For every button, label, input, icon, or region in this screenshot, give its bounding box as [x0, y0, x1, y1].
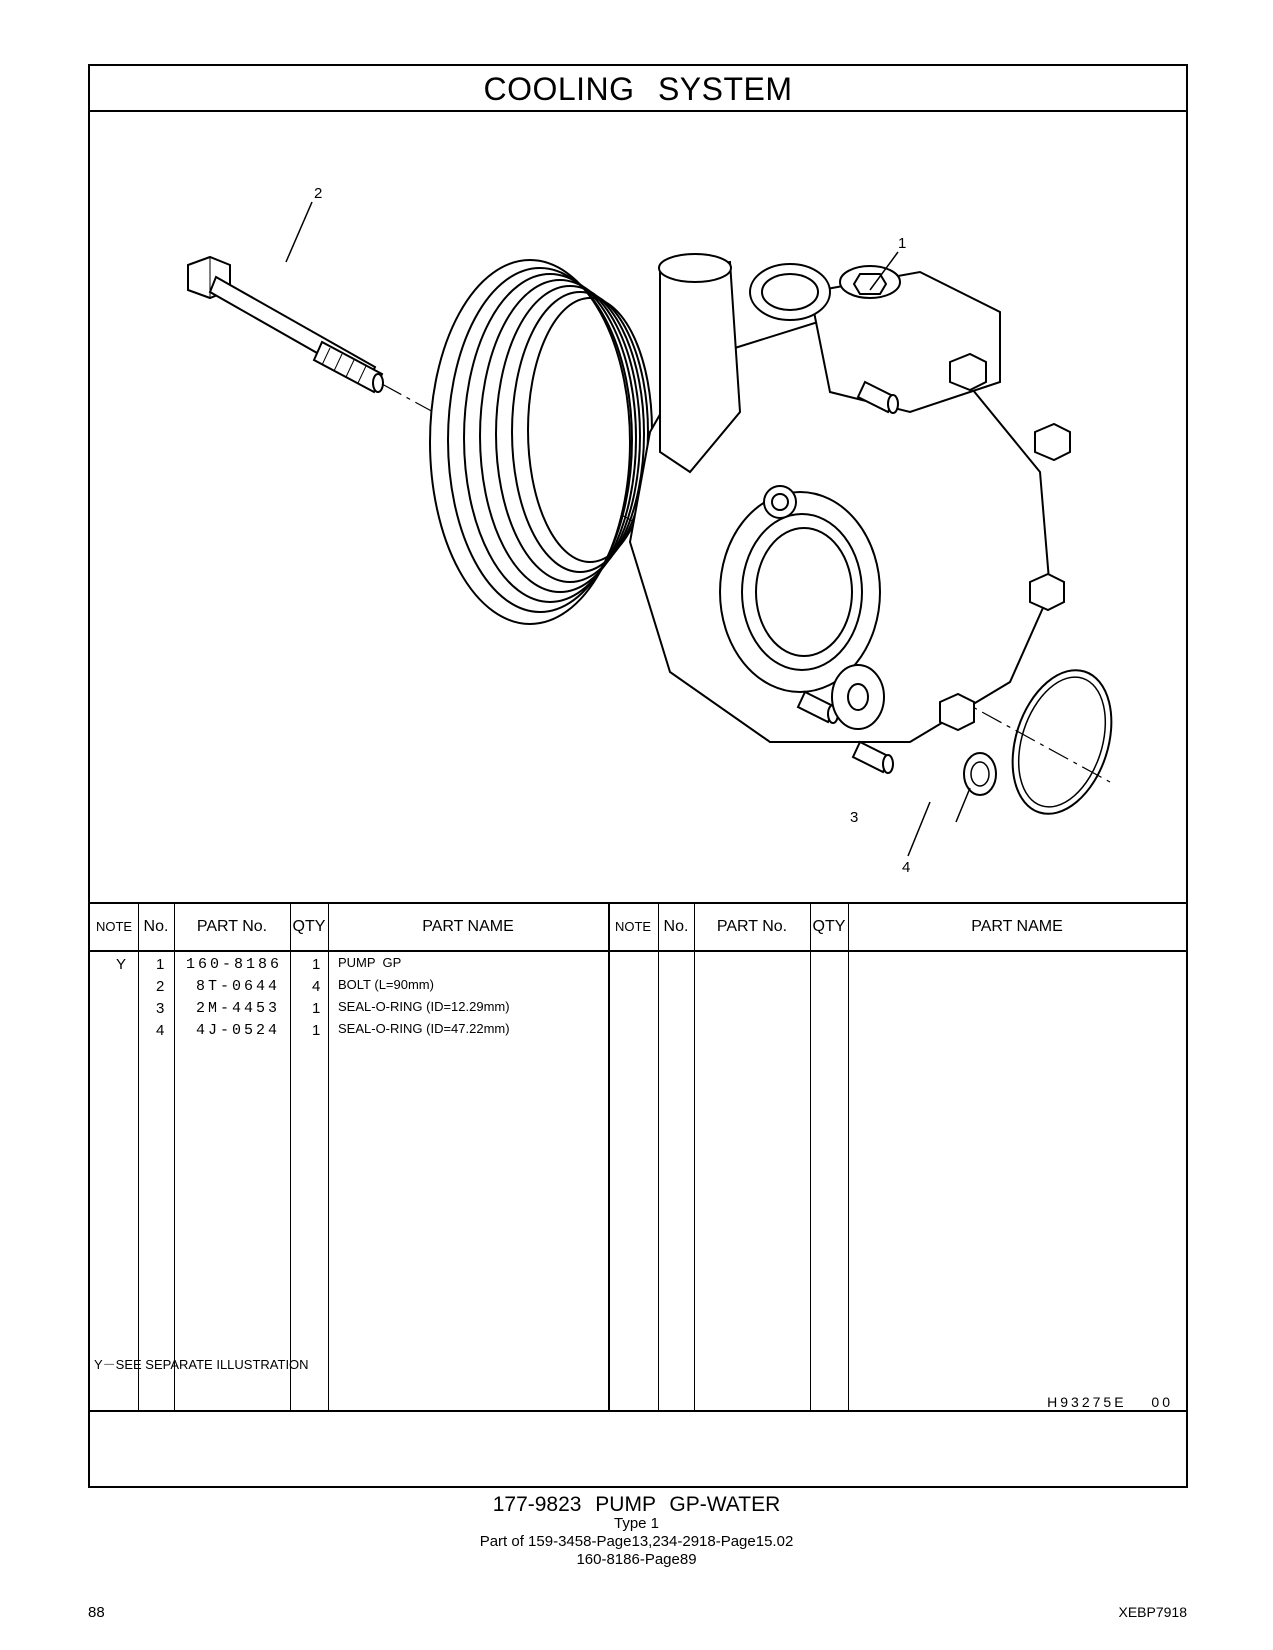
callout-4: 4: [902, 859, 911, 876]
header-note-2: NOTE: [614, 919, 652, 934]
footnote: Y－SEE SEPARATE ILLUSTRATION: [94, 1357, 309, 1372]
row1-part-no: 160-8186: [186, 956, 283, 973]
caption-part-of: Part of 159-3458-Page13,234-2918-Page15.02: [479, 1533, 794, 1550]
callout-3: 3: [850, 809, 859, 826]
row2-part-name: BOLT (L=90mm): [338, 977, 434, 992]
large-oring-drawing: [995, 657, 1128, 826]
callout-1: 1: [898, 235, 907, 252]
row3-qty: 1: [312, 1000, 321, 1017]
header-note: NOTE: [95, 919, 133, 934]
row2-no: 2: [156, 978, 165, 995]
row4-qty: 1: [312, 1022, 321, 1039]
row3-part-name: SEAL-O-RING (ID=12.29mm): [338, 999, 510, 1014]
parts-table: [90, 902, 1186, 1412]
row4-no: 4: [156, 1022, 165, 1039]
row4-part-name: SEAL-O-RING (ID=47.22mm): [338, 1021, 510, 1036]
small-oring-drawing: [964, 753, 996, 795]
parts-frame: [88, 64, 1188, 1488]
bolt-drawing: [188, 257, 383, 392]
row4-part-no: 4J-0524: [196, 1022, 281, 1039]
row1-part-name: PUMP GP: [338, 955, 402, 970]
exploded-illustration: [90, 112, 1186, 902]
row3-part-no: 2M-4453: [196, 1000, 281, 1017]
header-part-no-2: PART No.: [716, 918, 788, 935]
header-part-no: PART No.: [196, 918, 268, 935]
pump-drawing: [90, 112, 1186, 902]
header-qty-2: QTY: [812, 918, 846, 935]
pump-body-drawing: [630, 254, 1070, 773]
row1-qty: 1: [312, 956, 321, 973]
header-part-name: PART NAME: [422, 918, 514, 935]
row3-no: 3: [156, 1000, 165, 1017]
header-no: No.: [143, 918, 169, 935]
caption-type: Type 1: [613, 1515, 660, 1532]
row2-qty: 4: [312, 978, 321, 995]
document-id: XEBP7918: [1118, 1604, 1187, 1620]
page-title: COOLING SYSTEM: [90, 66, 1186, 112]
row1-note: Y: [116, 956, 127, 973]
pulley-drawing: [430, 260, 652, 624]
header-qty: QTY: [292, 918, 326, 935]
caption-page-ref: 160-8186-Page89: [576, 1551, 697, 1568]
caption-title: 177-9823 PUMP GP-WATER: [492, 1493, 781, 1516]
illustration-code: H93275E 00: [1047, 1394, 1173, 1410]
header-no-2: No.: [663, 918, 689, 935]
row1-no: 1: [156, 956, 165, 973]
page-number: 88: [88, 1604, 105, 1621]
header-part-name-2: PART NAME: [971, 918, 1063, 935]
callout-2: 2: [314, 185, 323, 202]
row2-part-no: 8T-0644: [196, 978, 281, 995]
